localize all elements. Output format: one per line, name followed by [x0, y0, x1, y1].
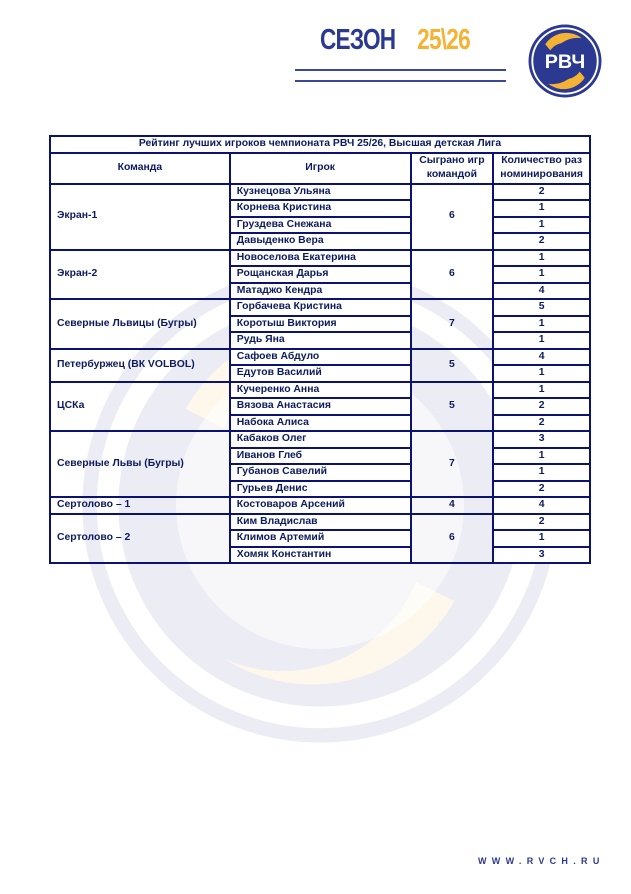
games-played-cell: 6: [411, 514, 494, 564]
player-name-cell: Кучеренко Анна: [230, 382, 411, 399]
nomination-count-cell: 1: [493, 250, 590, 267]
nomination-count-cell: 2: [493, 398, 590, 415]
games-played-cell: 6: [411, 184, 494, 250]
column-header-player: Игрок: [230, 153, 411, 184]
table-title: Рейтинг лучших игроков чемпионата РВЧ 25/26, Высшая детская Лига: [50, 136, 590, 153]
player-name-cell: Иванов Глеб: [230, 448, 411, 465]
website-url: WWW.RVCH.RU: [478, 856, 605, 866]
games-played-cell: 7: [411, 431, 494, 497]
team-name-cell: Экран-1: [50, 184, 230, 250]
player-name-cell: Вязова Анастасия: [230, 398, 411, 415]
team-name-cell: Экран-2: [50, 250, 230, 300]
nomination-count-cell: 2: [493, 233, 590, 250]
nomination-count-cell: 1: [493, 382, 590, 399]
nomination-count-cell: 3: [493, 547, 590, 564]
team-name-cell: Северные Львы (Бугры): [50, 431, 230, 497]
table-row: [50, 184, 590, 201]
player-name-cell: Новоселова Екатерина: [230, 250, 411, 267]
player-name-cell: Губанов Савелий: [230, 464, 411, 481]
player-name-cell: Едутов Василий: [230, 365, 411, 382]
games-played-cell: 5: [411, 382, 494, 432]
team-name-cell: Сертолово – 1: [50, 497, 230, 514]
team-name-cell: ЦСКа: [50, 382, 230, 432]
table-title-row: [50, 136, 590, 153]
season-years: 25\26: [417, 24, 470, 56]
team-name-cell: Северные Львицы (Бугры): [50, 299, 230, 349]
table-row: [50, 497, 590, 514]
player-name-cell: Коротыш Виктория: [230, 316, 411, 333]
team-name-cell: Петербуржец (ВК VOLBOL): [50, 349, 230, 382]
team-name-cell: Сертолово – 2: [50, 514, 230, 564]
nomination-count-cell: 1: [493, 332, 590, 349]
table-row: [50, 299, 590, 316]
table-row: [50, 431, 590, 448]
player-name-cell: Груздева Снежана: [230, 217, 411, 234]
player-name-cell: Рудь Яна: [230, 332, 411, 349]
rvch-logo-icon: [527, 23, 603, 99]
nomination-count-cell: 2: [493, 184, 590, 201]
player-name-cell: Хомяк Константин: [230, 547, 411, 564]
games-played-cell: 5: [411, 349, 494, 382]
games-played-cell: 7: [411, 299, 494, 349]
column-header-team: Команда: [50, 153, 230, 184]
nomination-count-cell: 2: [493, 481, 590, 498]
games-played-cell: 6: [411, 250, 494, 300]
player-name-cell: Давыденко Вера: [230, 233, 411, 250]
nomination-count-cell: 1: [493, 448, 590, 465]
player-name-cell: Сафоев Абдуло: [230, 349, 411, 366]
nomination-count-cell: 2: [493, 514, 590, 531]
nomination-count-cell: 5: [493, 299, 590, 316]
player-name-cell: Гурьев Денис: [230, 481, 411, 498]
player-name-cell: Корнева Кристина: [230, 200, 411, 217]
player-name-cell: Горбачева Кристина: [230, 299, 411, 316]
player-name-cell: Ким Владислав: [230, 514, 411, 531]
nomination-count-cell: 1: [493, 365, 590, 382]
player-name-cell: Матаджо Кендра: [230, 283, 411, 300]
nomination-count-cell: 1: [493, 217, 590, 234]
column-header-nominations: Количество раз номинирования: [493, 153, 590, 184]
nomination-count-cell: 4: [493, 349, 590, 366]
nomination-count-cell: 1: [493, 530, 590, 547]
table-row: [50, 250, 590, 267]
player-rating-table: [49, 135, 591, 564]
season-word: СЕЗОН: [320, 24, 396, 56]
player-name-cell: Рощанская Дарья: [230, 266, 411, 283]
header-divider-line: [295, 80, 506, 82]
nomination-count-cell: 1: [493, 266, 590, 283]
nomination-count-cell: 2: [493, 415, 590, 432]
table-row: [50, 514, 590, 531]
nomination-count-cell: 1: [493, 200, 590, 217]
season-heading: [320, 20, 470, 60]
table-row: [50, 349, 590, 366]
table-row: [50, 382, 590, 399]
player-name-cell: Набока Алиса: [230, 415, 411, 432]
nomination-count-cell: 1: [493, 464, 590, 481]
nomination-count-cell: 1: [493, 316, 590, 333]
nomination-count-cell: 4: [493, 283, 590, 300]
player-name-cell: Костоваров Арсений: [230, 497, 411, 514]
player-name-cell: Кабаков Олег: [230, 431, 411, 448]
table-body: [50, 184, 590, 564]
table-header-row: [50, 153, 590, 184]
header-divider-line: [295, 69, 506, 71]
logo-text: РВЧ: [544, 50, 586, 73]
nomination-count-cell: 3: [493, 431, 590, 448]
player-name-cell: Климов Артемий: [230, 530, 411, 547]
player-name-cell: Кузнецова Ульяна: [230, 184, 411, 201]
nomination-count-cell: 4: [493, 497, 590, 514]
column-header-games: Сыграно игр командой: [411, 153, 494, 184]
games-played-cell: 4: [411, 497, 494, 514]
